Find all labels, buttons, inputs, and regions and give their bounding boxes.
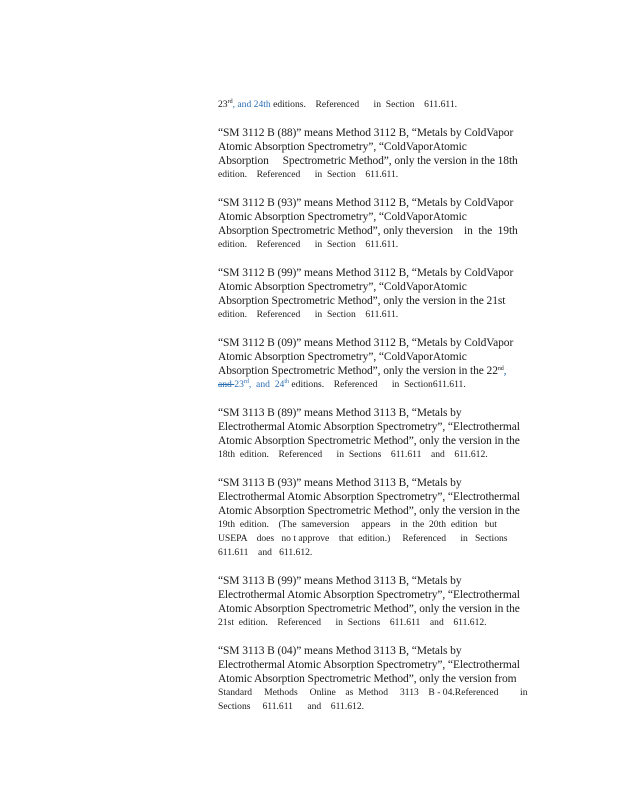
- edition-number: 23: [218, 99, 228, 110]
- document-page: [218, 98, 548, 728]
- text-line: Atomic Absorption Spectrometric Method”, only the version from: [218, 673, 517, 685]
- text-line: “SM 3113 B (99)” means Method 3113 B, “Metals by: [218, 575, 462, 587]
- text-line: “SM 3113 B (04)” means Method 3113 B, “Metals by: [218, 645, 462, 657]
- superscript: rd: [243, 379, 249, 385]
- paragraph-sm-3113b-89: [218, 406, 548, 462]
- paragraph-editions-continued: [218, 98, 548, 112]
- text-line: Atomic Absorption Spectrometric Method”, only the version in the: [218, 505, 520, 517]
- text-segment: editions. Referenced in Section 611.611.: [270, 99, 458, 110]
- paragraph-sm-3112b-99: [218, 266, 548, 322]
- paragraph-sm-3113b-04: [218, 644, 548, 714]
- text-line: Atomic Absorption Spectrometry”, “ColdVaporAtomic: [218, 281, 467, 293]
- text-line: Electrothermal Atomic Absorption Spectrometry”, “Electrothermal: [218, 491, 520, 503]
- inserted-text: , and 24: [248, 379, 285, 390]
- text-segment: Absorption Spectrometric Method”, only the version in the 22: [218, 365, 498, 377]
- text-line: [218, 98, 548, 112]
- paragraph-sm-3112b-88: [218, 126, 548, 182]
- text-line: “SM 3113 B (93)” means Method 3113 B, “Metals by: [218, 477, 462, 489]
- inserted-text: 23: [234, 379, 244, 390]
- text-line: Standard Methods Online as Method 3113 B - 04.Referenced in: [218, 687, 528, 698]
- text-line: “SM 3113 B (89)” means Method 3113 B, “Metals by: [218, 407, 462, 419]
- text-line: Atomic Absorption Spectrometry”, “ColdVaporAtomic: [218, 141, 467, 153]
- inserted-text: ,: [503, 365, 507, 377]
- text-line: USEPA does no t approve that edition.) Referenced in Sections: [218, 533, 508, 544]
- inserted-text: , and 24th: [232, 99, 271, 110]
- paragraph-sm-3112b-09: [218, 336, 548, 392]
- text-line: [218, 378, 548, 392]
- text-line: Atomic Absorption Spectrometry”, “ColdVaporAtomic: [218, 351, 467, 363]
- text-line: 19th edition. (The sameversion appears in the 20th edition but: [218, 519, 497, 530]
- superscript: nd: [497, 366, 504, 372]
- text-line: “SM 3112 B (88)” means Method 3112 B, “Metals by ColdVapor: [218, 127, 514, 139]
- text-line: edition. Referenced in Section 611.611.: [218, 309, 399, 320]
- text-line: 21st edition. Referenced in Sections 611.611 and 611.612.: [218, 617, 487, 628]
- text-segment: editions. Referenced in Section611.611.: [288, 379, 466, 390]
- superscript: rd: [227, 99, 233, 105]
- text-line: 611.611 and 611.612.: [218, 547, 313, 558]
- text-line: Electrothermal Atomic Absorption Spectrometry”, “Electrothermal: [218, 589, 520, 601]
- text-line: Atomic Absorption Spectrometric Method”, only the version in the: [218, 603, 520, 615]
- text-line: edition. Referenced in Section 611.611.: [218, 239, 399, 250]
- text-line: Atomic Absorption Spectrometry”, “ColdVaporAtomic: [218, 211, 467, 223]
- text-line: Sections 611.611 and 611.612.: [218, 701, 365, 712]
- text-line: “SM 3112 B (99)” means Method 3112 B, “Metals by ColdVapor: [218, 267, 514, 279]
- text-line: edition. Referenced in Section 611.611.: [218, 169, 399, 180]
- paragraph-sm-3112b-93: [218, 196, 548, 252]
- text-line: Absorption Spectrometric Method”, only theversion in the 19th: [218, 225, 518, 237]
- text-line: 18th edition. Referenced in Sections 611.611 and 611.612.: [218, 449, 488, 460]
- text-line: Absorption Spectrometric Method”, only the version in the 18th: [218, 155, 518, 167]
- paragraph-sm-3113b-99: [218, 574, 548, 630]
- text-line: Atomic Absorption Spectrometric Method”, only the version in the: [218, 435, 520, 447]
- superscript: th: [284, 379, 289, 385]
- text-line: Absorption Spectrometric Method”, only the version in the 21st: [218, 295, 506, 307]
- text-line: “SM 3112 B (93)” means Method 3112 B, “Metals by ColdVapor: [218, 197, 514, 209]
- deleted-text: and: [218, 379, 235, 390]
- paragraph-sm-3113b-93: [218, 476, 548, 560]
- text-line: “SM 3112 B (09)” means Method 3112 B, “Metals by ColdVapor: [218, 337, 514, 349]
- text-line: [218, 364, 548, 378]
- text-line: Electrothermal Atomic Absorption Spectrometry”, “Electrothermal: [218, 659, 520, 671]
- text-line: Electrothermal Atomic Absorption Spectrometry”, “Electrothermal: [218, 421, 520, 433]
